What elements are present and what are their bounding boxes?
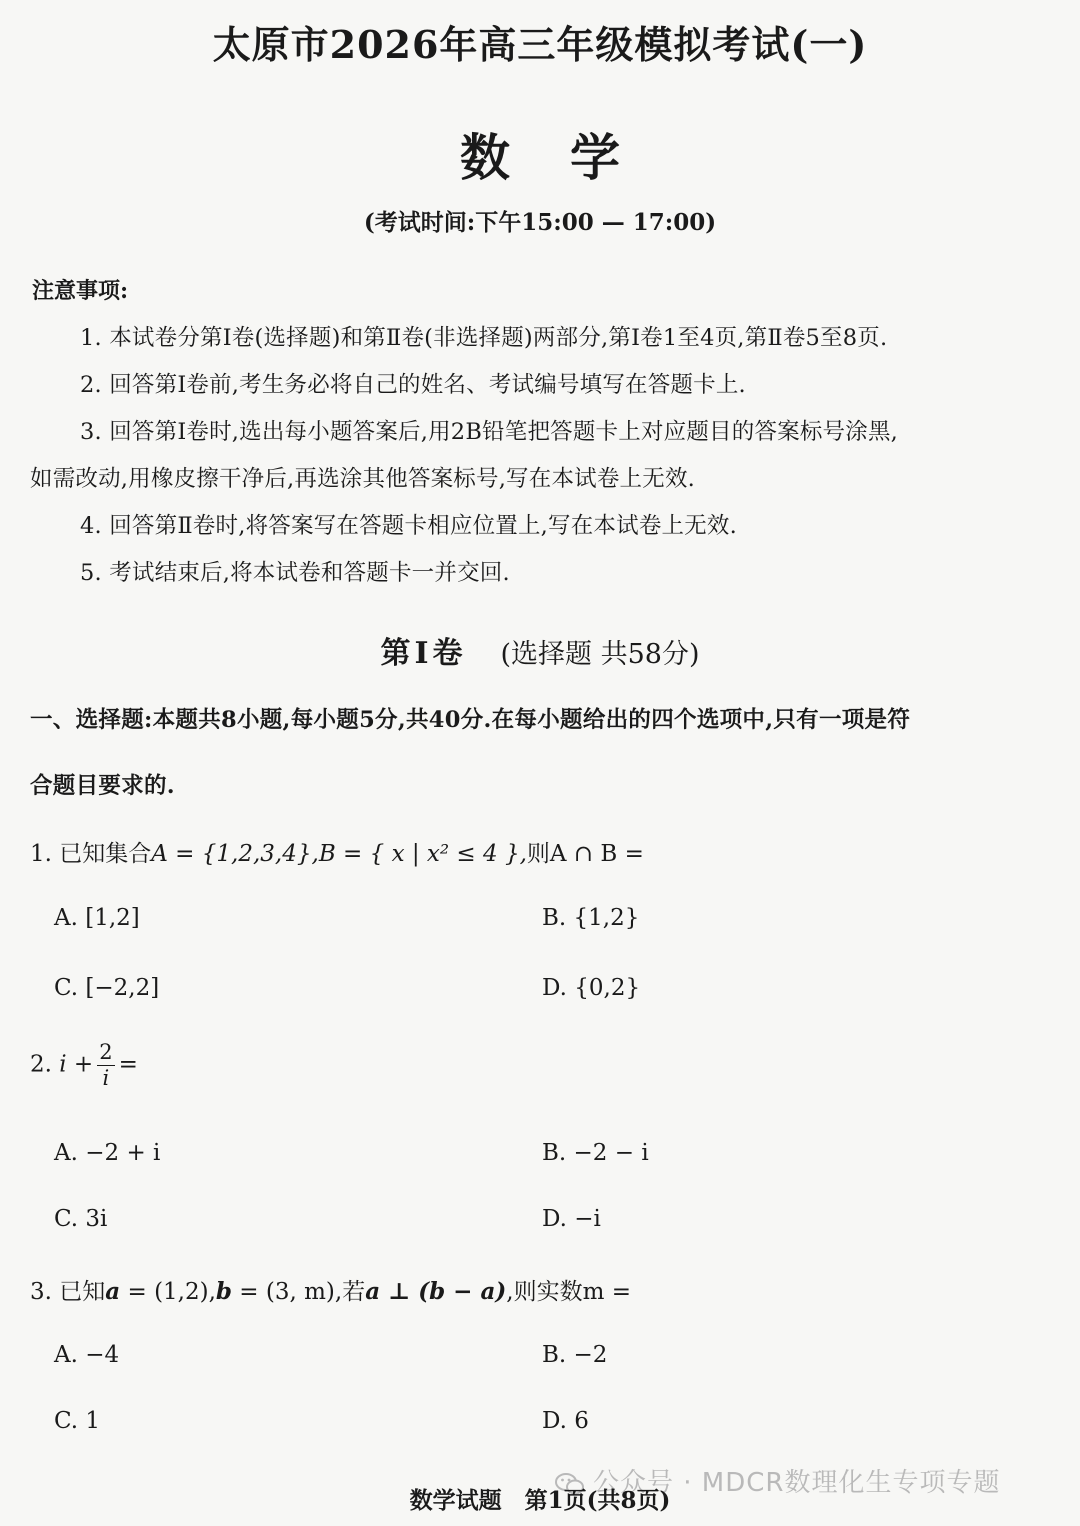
q1-option-d: D. {0,2} (542, 975, 641, 1001)
q1-ask: 则A ∩ B = (526, 841, 644, 867)
notice-item-continuation: 如需改动,用橡皮擦干净后,再选涂其他答案标号,写在本试卷上无效. (30, 466, 696, 492)
page-footer: 数学试题 第1页(共8页) (409, 1487, 671, 1514)
q2-option-d: D. −i (542, 1206, 601, 1232)
notice-item: 3. 回答第Ⅰ卷时,选出每小题答案后,用2B铅笔把答题卡上对应题目的答案标号涂黑, (80, 419, 899, 445)
q2-lhs: i + (59, 1051, 94, 1078)
q3-b-value: = (3, m),若 (232, 1279, 366, 1305)
q2-option-b: B. −2 − i (542, 1140, 649, 1166)
volume-desc: (选择题 共58分) (500, 639, 700, 670)
q3-option-d: D. 6 (542, 1408, 589, 1434)
subject-title: 数学 (460, 128, 680, 187)
question-1 (30, 835, 644, 868)
q3-vector-b: b (215, 1278, 232, 1305)
q3-ask: ,则实数m = (506, 1279, 631, 1305)
q1-option-c: C. [−2,2] (54, 975, 160, 1001)
q2-option-c: C. 3i (54, 1206, 108, 1232)
q1-prefix: 1. 已知集合 (30, 841, 152, 867)
exam-time: (考试时间:下午15:00 — 17:00) (363, 209, 717, 236)
q2-denominator: i (102, 1066, 110, 1090)
q3-option-b: B. −2 (542, 1342, 608, 1368)
q3-perp-condition: a ⊥ (b − a) (365, 1278, 507, 1305)
notice-item: 5. 考试结束后,将本试卷和答题卡一并交回. (80, 560, 510, 586)
q3-vector-a: a (105, 1278, 121, 1305)
watermark-text: 公众号 · MDCR数理化生专项专题 (593, 1468, 1001, 1498)
q2-option-a: A. −2 + i (54, 1140, 161, 1166)
exam-title: 太原市2026年高三年级模拟考试(一) (212, 22, 868, 67)
q2-numerator: 2 (99, 1040, 113, 1064)
q1-option-b: B. {1,2} (542, 905, 640, 931)
notice-item: 1. 本试卷分第Ⅰ卷(选择题)和第Ⅱ卷(非选择题)两部分,第Ⅰ卷1至4页,第Ⅱ卷5至8页. (80, 325, 888, 351)
section-instruction-cont: 合题目要求的. (30, 773, 175, 799)
question-3 (30, 1273, 631, 1306)
q1-option-a: A. [1,2] (54, 905, 140, 931)
q2-equals: = (118, 1051, 138, 1078)
q2-prefix: 2. (30, 1051, 52, 1078)
question-2 (30, 1042, 138, 1089)
notice-item: 4. 回答第Ⅱ卷时,将答案写在答题卡相应位置上,写在本试卷上无效. (80, 513, 737, 539)
q3-prefix: 3. 已知 (30, 1279, 106, 1305)
volume-heading (0, 628, 1080, 672)
q3-option-a: A. −4 (54, 1342, 120, 1368)
section-instruction: 一、选择题:本题共8小题,每小题5分,共40分.在每小题给出的四个选项中,只有一项是符 (30, 707, 911, 733)
q1-set-a: A = {1,2,3,4}, (151, 841, 319, 867)
q2-fraction (97, 1042, 114, 1089)
q3-option-c: C. 1 (54, 1408, 101, 1434)
notice-item: 2. 回答第Ⅰ卷前,考生务必将自己的姓名、考试编号填写在答题卡上. (80, 372, 746, 398)
q1-set-b: B = { x | x² ≤ 4 }, (318, 841, 527, 867)
volume-label: 第Ⅰ卷 (380, 636, 467, 671)
q3-a-value: = (1,2), (120, 1279, 216, 1305)
notice-heading: 注意事项: (32, 278, 129, 304)
